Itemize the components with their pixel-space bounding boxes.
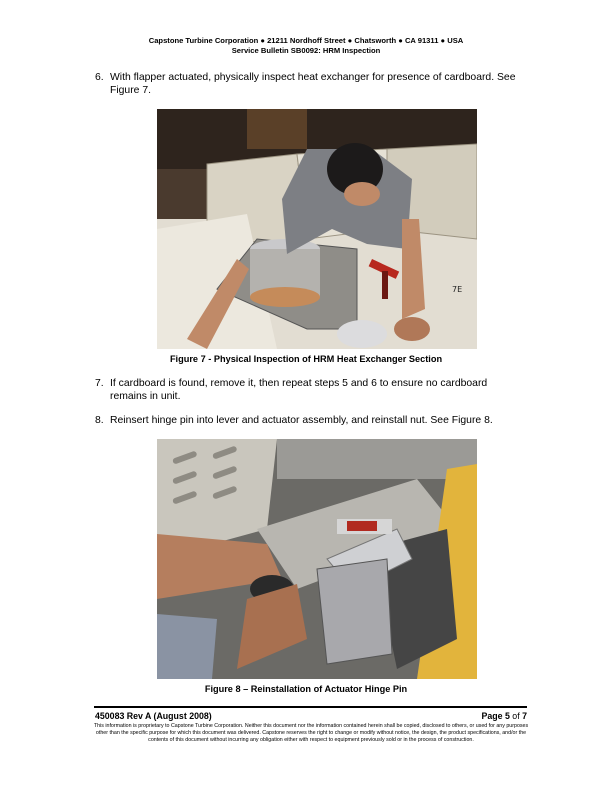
step-8 <box>95 415 525 428</box>
footer-page-number <box>481 711 527 721</box>
step-number: 6. <box>95 72 104 83</box>
step-text: With flapper actuated, physically inspect heat exchanger for presence of cardboard. See Figure 7. <box>110 72 516 96</box>
step-number: 7. <box>95 378 104 389</box>
photo-marking-text: 7E <box>452 285 463 294</box>
footer-doc-id: 450083 Rev A (August 2008) <box>95 711 212 721</box>
step-6 <box>95 72 525 97</box>
footer-divider <box>94 706 527 708</box>
header-company-line: Capstone Turbine Corporation ● 21211 Nordhoff Street ● Chatsworth ● CA 91311 ● USA <box>148 36 464 45</box>
step-7 <box>95 378 525 403</box>
figure-8-photo <box>157 439 477 679</box>
figure-7-illustration <box>157 109 477 349</box>
proprietary-notice: This information is proprietary to Capstone Turbine Corporation. Neither this document nor the information contained herein shall be copied, disclosed to others, or used for any purposes other than the specific purpose for which this document was delivered. Capstone reserves the right to change or modify without notice, the design, the product specifications, and/or the contents of this document without incurring any obligation either with respect to equipment previously sold or in the process of construction. <box>93 723 529 743</box>
step-number: 8. <box>95 415 104 426</box>
figure-8-illustration <box>157 439 477 679</box>
step-text: Reinsert hinge pin into lever and actuator assembly, and reinstall nut. See Figure 8. <box>110 415 493 426</box>
header-bulletin-line: Service Bulletin SB0092: HRM Inspection <box>231 46 381 55</box>
figure-7-photo <box>157 109 477 349</box>
figure-8-caption: Figure 8 – Reinstallation of Actuator Hinge Pin <box>204 684 408 694</box>
page-header <box>0 36 612 56</box>
step-text: If cardboard is found, remove it, then repeat steps 5 and 6 to ensure no cardboard remains in unit. <box>110 378 488 402</box>
page-total: 7 <box>522 711 527 721</box>
page-current: 5 <box>504 711 510 721</box>
figure-7-caption: Figure 7 - Physical Inspection of HRM Heat Exchanger Section <box>169 354 443 364</box>
page-prefix: Page <box>481 711 505 721</box>
page-of: of <box>509 711 523 721</box>
